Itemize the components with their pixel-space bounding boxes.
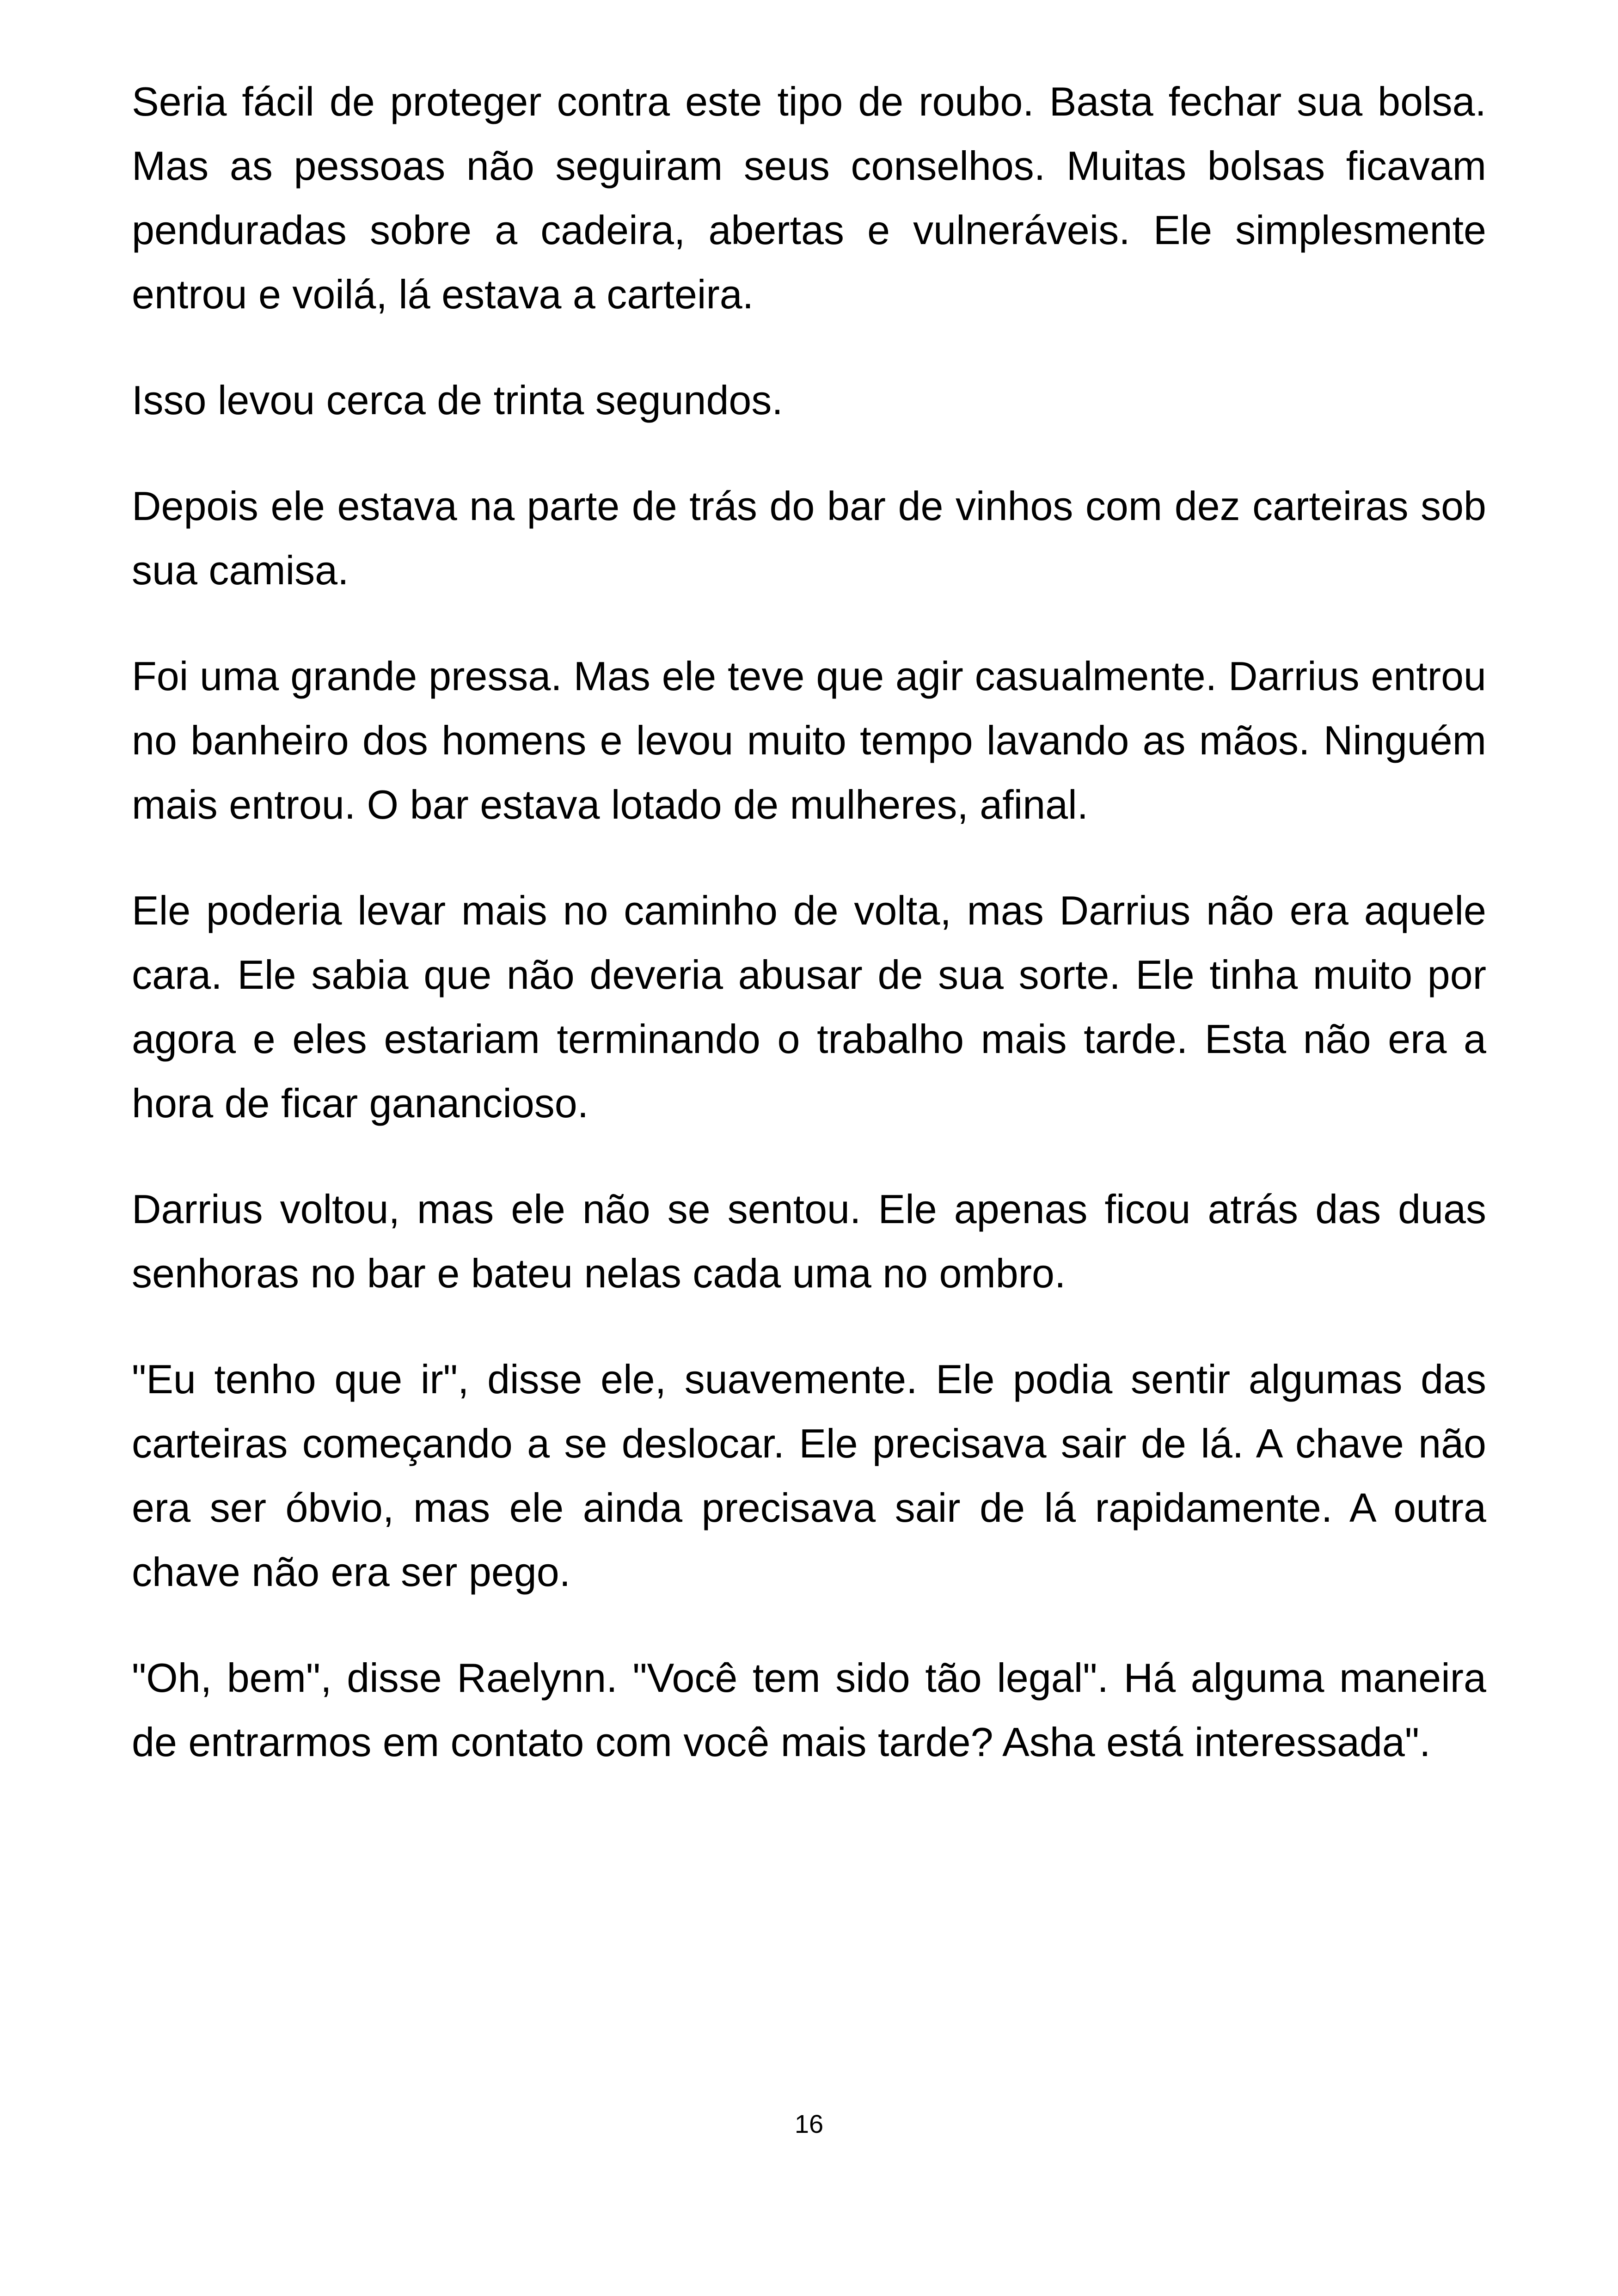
paragraph: Ele poderia levar mais no caminho de volta, mas Darrius não era aquele cara. Ele sabia que não deveria abusar de sua sorte. Ele tinha muito por agora e eles estariam terminando o trabalho mais tarde. Esta não era a hora de ficar ganancioso. bbox=[132, 888, 1486, 1126]
paragraph: Darrius voltou, mas ele não se sentou. Ele apenas ficou atrás das duas senhoras no bar e bateu nelas cada uma no ombro. bbox=[132, 1186, 1486, 1296]
paragraph: "Eu tenho que ir", disse ele, suavemente. Ele podia sentir algumas das carteiras começando a se deslocar. Ele precisava sair de lá. A chave não era ser óbvio, mas ele ainda precisava sair de lá rapidamente. A outra chave não era ser pego. bbox=[132, 1356, 1486, 1595]
paragraph: Depois ele estava na parte de trás do bar de vinhos com dez carteiras sob sua camisa. bbox=[132, 483, 1486, 593]
page-number: 16 bbox=[794, 2109, 824, 2138]
paragraph: "Oh, bem", disse Raelynn. "Você tem sido tão legal". Há alguma maneira de entrarmos em contato com você mais tarde? Asha está interessada". bbox=[132, 1655, 1486, 1765]
paragraph: Seria fácil de proteger contra este tipo de roubo. Basta fechar sua bolsa. Mas as pessoas não seguiram seus conselhos. Muitas bolsas ficavam penduradas sobre a cadeira, abertas e vulneráveis. Ele simplesmente entrou e voilá, lá estava a carteira. bbox=[132, 79, 1486, 317]
paragraph: Isso levou cerca de trinta segundos. bbox=[132, 377, 783, 423]
body-text bbox=[132, 69, 1486, 1816]
paragraph: Foi uma grande pressa. Mas ele teve que agir casualmente. Darrius entrou no banheiro dos homens e levou muito tempo lavando as mãos. Ninguém mais entrou. O bar estava lotado de mulheres, afinal. bbox=[132, 653, 1486, 827]
